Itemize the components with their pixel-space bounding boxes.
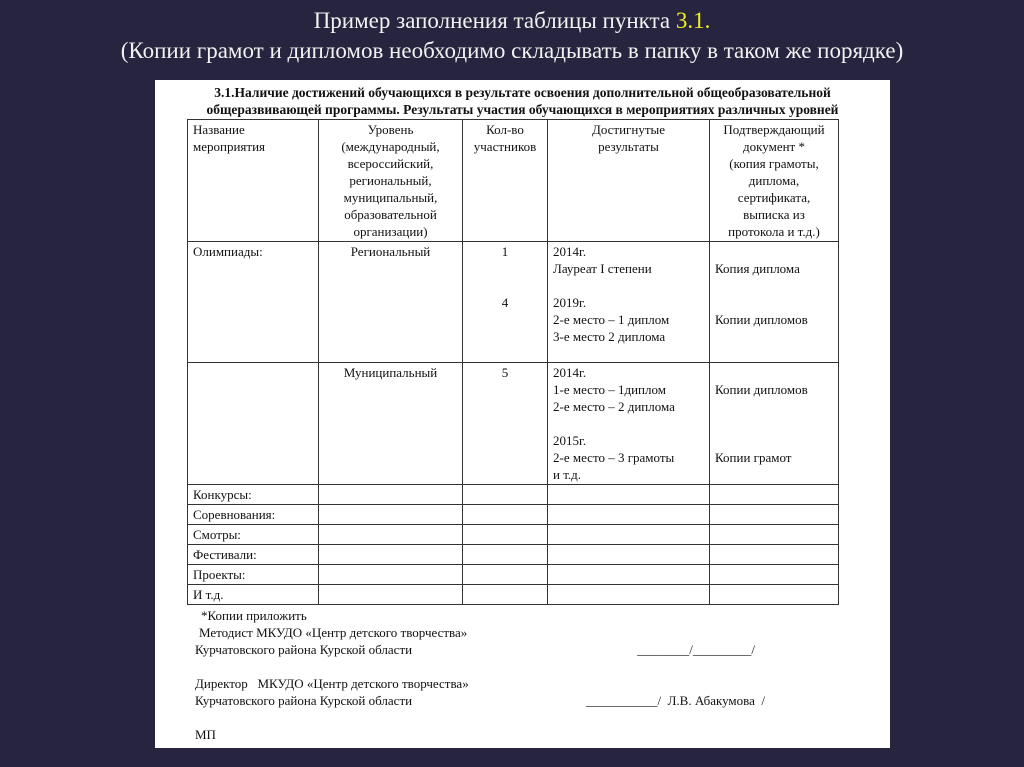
header-count: Кол-во участников	[463, 120, 548, 242]
cell-count: 1 4	[463, 242, 548, 363]
cell-results: 2014г. Лауреат I степени 2019г. 2-е место – 1 диплом 3-е место 2 диплома	[548, 242, 710, 363]
cell-count: 5	[463, 363, 548, 485]
cell-name: Проекты:	[188, 565, 319, 585]
document-heading: 3.1.Наличие достижений обучающихся в результате освоения дополнительной общеобразовательной общеразвивающей программы. Результаты участия обучающихся в мероприятиях различных уровней	[206, 85, 839, 117]
table-row	[188, 485, 839, 505]
director-org: Курчатовского района Курской области	[195, 693, 413, 708]
header-level: Уровень (международный, всероссийский, региональный, муниципальный, образовательной организации)	[319, 120, 463, 242]
cell-name	[188, 363, 319, 485]
slide-title	[0, 6, 1024, 66]
cell-name: Смотры:	[188, 525, 319, 545]
table-row	[188, 525, 839, 545]
stamp-label: МП	[195, 727, 216, 742]
table-row	[188, 363, 839, 485]
footnote: *Копии приложить	[201, 608, 307, 623]
table-row	[188, 242, 839, 363]
director-title: Директор МКУДО «Центр детского творчества»	[195, 676, 469, 691]
table-row	[188, 505, 839, 525]
title-line-2: (Копии грамот и дипломов необходимо складывать в папку в таком же порядке)	[120, 38, 904, 63]
document-footer	[195, 607, 815, 743]
table-row	[188, 545, 839, 565]
document-image	[155, 80, 890, 748]
cell-results: 2014г. 1-е место – 1диплом 2-е место – 2 диплома 2015г. 2-е место – 3 грамоты и т.д.	[548, 363, 710, 485]
methodist-org: Курчатовского района Курской области	[195, 642, 413, 657]
methodist-title: Методист МКУДО «Центр детского творчества»	[199, 625, 468, 640]
cell-name: Соревнования:	[188, 505, 319, 525]
cell-name: Конкурсы:	[188, 485, 319, 505]
cell-document: Копии дипломов Копии грамот	[710, 363, 839, 485]
cell-document: Копия диплома Копии дипломов	[710, 242, 839, 363]
header-event-name: Название мероприятия	[188, 120, 319, 242]
cell-name: Фестивали:	[188, 545, 319, 565]
cell-level: Региональный	[319, 242, 463, 363]
table-header-row	[188, 120, 839, 242]
cell-name: И т.д.	[188, 585, 319, 605]
title-accent: 3.1.	[675, 8, 711, 33]
table-row	[188, 565, 839, 585]
table-row	[188, 585, 839, 605]
cell-level: Муниципальный	[319, 363, 463, 485]
methodist-signature: ________/_________/	[637, 642, 755, 657]
cell-name: Олимпиады:	[188, 242, 319, 363]
header-document: Подтверждающий документ * (копия грамоты, диплома, сертификата, выписка из протокола и т.д.)	[710, 120, 839, 242]
title-line-1: Пример заполнения таблицы пункта	[313, 8, 676, 33]
header-results: Достигнутые результаты	[548, 120, 710, 242]
director-signature: ___________/ Л.В. Абакумова /	[586, 693, 765, 708]
achievements-table	[187, 119, 839, 605]
